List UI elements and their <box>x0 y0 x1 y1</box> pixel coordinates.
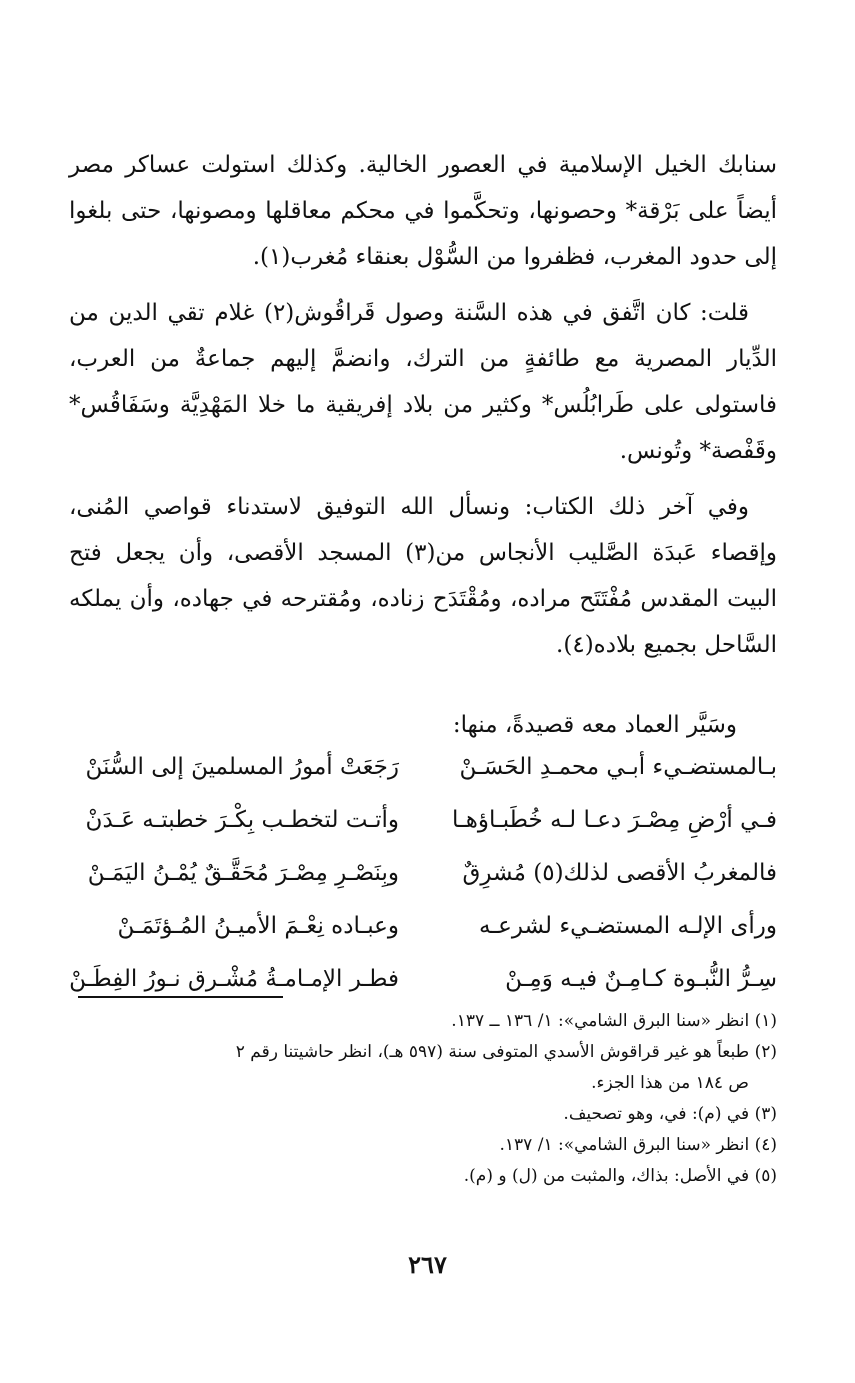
paragraph-1: سنابك الخيل الإسلامية في العصور الخالية. وكذلك استولت عساكر مصر أيضاً على بَرْقة* وحصونها، وتحكَّموا في محكم معاقلها ومصونها، حتى بلغوا إلى حدود المغرب، فظفروا من السُّوْل بعنقاء مُغرب(١). <box>69 152 777 270</box>
poem-intro: وسَيَّر العماد معه قصيدةً، منها: <box>452 712 737 738</box>
verse-first-hemistich: سِـرُّ النُّبـوة كـامِـنٌ فيـه وَمِـنْ <box>505 965 777 992</box>
footnote-4: (٤) انظر «سنا البرق الشامي»: ١/ ١٣٧. <box>499 1135 777 1155</box>
verse-second-hemistich: فطـر الإمـامـةُ مُشْـرق نـورُ الفِطَـنْ <box>69 965 399 992</box>
verse-row <box>69 846 777 899</box>
verse-first-hemistich: فالمغربُ الأقصى لذلك(٥) مُشرِقٌ <box>462 859 777 886</box>
main-text <box>69 142 777 678</box>
footnote-2: (٢) طبعاً هو غير قراقوش الأسدي المتوفى سنة (٥٩٧ هـ)، انظر حاشيتنا رقم ٢ <box>235 1042 777 1062</box>
footnote-2-continuation: ص ١٨٤ من هذا الجزء. <box>591 1073 749 1093</box>
paragraph-2: قلت: كان اتَّفق في هذه السَّنة وصول قَراقُوش(٢) غلام تقي الدين من الدِّيار المصرية مع طائفةٍ من الترك، وانضمَّ إليهم جماعةٌ من العرب، فاستولى على طَرابُلُس* وكثير من بلاد إفريقية ما خلا المَهْدِيَّة وسَفَاقُس* وقَفْصة* وتُونس. <box>69 300 777 464</box>
page-number: ٢٦٧ <box>408 1250 447 1279</box>
verse-first-hemistich: بـالمستضـيء أبـي محمـدِ الحَسَـنْ <box>459 753 777 780</box>
footnote-separator <box>78 996 283 998</box>
verse-row <box>69 740 777 793</box>
verse-first-hemistich: فـي أرْضِ مِصْـرَ دعـا لـه خُطَبـاؤهـا <box>452 806 777 833</box>
verse-second-hemistich: وبِنَصْـرِ مِصْـرَ مُحَقَّـقٌ يُمْـنُ اليَمَـنْ <box>87 859 399 886</box>
verse-second-hemistich: وعبـاده نِعْـمَ الأميـنُ المُـؤتَمَـنْ <box>117 912 399 939</box>
footnotes <box>69 1006 777 1192</box>
verse-first-hemistich: ورأى الإلـه المستضـيء لشرعـه <box>479 912 777 939</box>
paragraph-3: وفي آخر ذلك الكتاب: ونسأل الله التوفيق لاستدناء قواصي المُنى، وإقصاء عَبدَة الصَّليب الأنجاس من(٣) المسجد الأقصى، وأن يجعل فتح البيت المقدس مُفْتَتَح مراده، ومُقْتَدَح زناده، ومُقترحه في جهاده، وأن يملكه السَّاحل بجميع بلاده(٤). <box>69 494 777 658</box>
poem <box>69 740 777 1005</box>
footnote-5: (٥) في الأصل: بذاك، والمثبت من (ل) و (م). <box>463 1166 777 1186</box>
verse-row <box>69 899 777 952</box>
footnote-1: (١) انظر «سنا البرق الشامي»: ١/ ١٣٦ ــ ١٣٧. <box>451 1011 777 1031</box>
verse-second-hemistich: رَجَعَتْ أمورُ المسلمينَ إلى السُّنَنْ <box>85 753 399 780</box>
footnote-3: (٣) في (م): في، وهو تصحيف. <box>563 1104 777 1124</box>
verse-row <box>69 793 777 846</box>
verse-second-hemistich: وأتـت لتخطـب بِكْـرَ خطبتـه عَـدَنْ <box>85 806 399 833</box>
